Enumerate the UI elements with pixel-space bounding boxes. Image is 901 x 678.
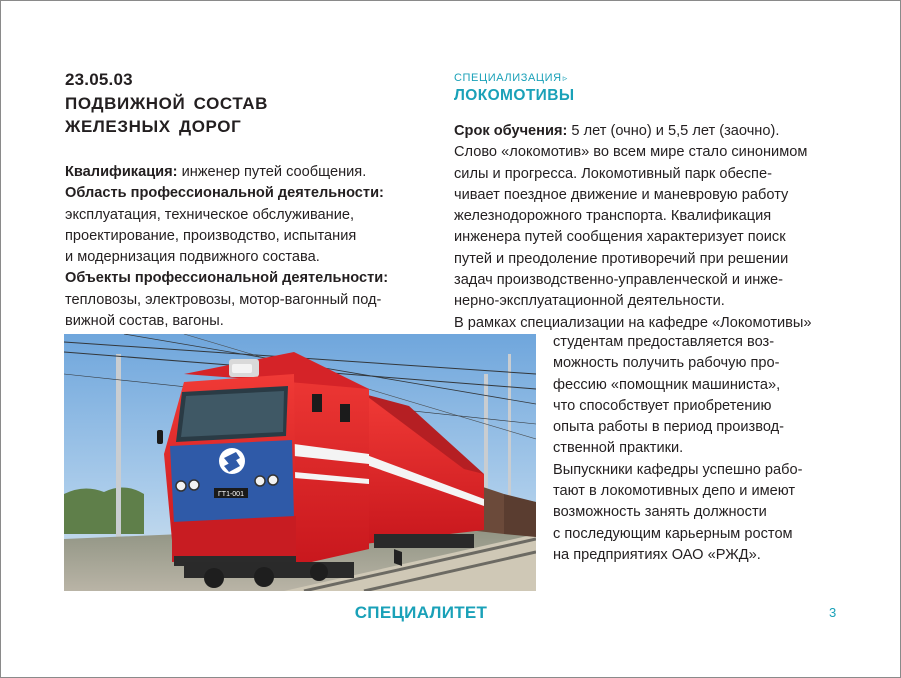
body-line: В рамках специализации на кафедре «Локомотивы» xyxy=(454,314,812,331)
body-line: Выпускники кафедры успешно рабо- xyxy=(553,461,803,478)
specialization-description-wrap xyxy=(553,332,853,566)
specialization-label: СПЕЦИАЛИЗАЦИЯ▹ xyxy=(454,72,568,84)
body-line: Слово «локомотив» во всем мире стало синонимом xyxy=(454,144,808,161)
qualification-value: инженер путей сообщения. xyxy=(177,164,367,180)
body-line: можность получить рабочую про- xyxy=(553,355,780,372)
body-line: нерно-эксплуатационной деятельности. xyxy=(454,293,725,310)
program-title xyxy=(65,92,395,138)
program-code: 23.05.03 xyxy=(65,70,133,89)
body-line: опыта работы в период производ- xyxy=(553,419,785,436)
body-line: студентам предоставляется воз- xyxy=(553,334,775,350)
specialization-description xyxy=(454,121,854,334)
body-line: тают в локомотивных депо и имеют xyxy=(553,483,796,500)
degree-level-label: СПЕЦИАЛИТЕТ xyxy=(354,603,488,622)
body-line: ственной практики. xyxy=(553,440,684,457)
body-line: инженера путей сообщения характеризует поиск xyxy=(454,229,786,246)
body-line: возможность занять должности xyxy=(553,504,767,521)
qualification-line xyxy=(65,162,435,183)
objects-line: тепловозы, электровозы, мотор-вагонный под- xyxy=(65,291,382,308)
locomotive-number: ГТ1-001 xyxy=(218,491,244,498)
duration-label: Срок обучения: xyxy=(454,123,568,139)
triangle-right-icon: ▹ xyxy=(562,73,568,83)
qualification-label: Квалификация: xyxy=(65,164,178,180)
body-line: задач производственно-управленческой и инже- xyxy=(454,272,784,289)
area-label: Область профессиональной деятельности: xyxy=(65,185,384,202)
duration-line xyxy=(454,121,854,142)
body-line: путей и преодоление противоречий при решении xyxy=(454,250,789,267)
program-description xyxy=(65,162,435,332)
body-line: на предприятиях ОАО «РЖД». xyxy=(553,546,761,563)
body-line: что способствует приобретению xyxy=(553,397,772,414)
program-title-line: ПОДВИЖНОЙ СОСТАВ xyxy=(65,94,269,113)
area-line: и модернизация подвижного состава. xyxy=(65,249,320,266)
body-line: силы и прогресса. Локомотивный парк обеспе- xyxy=(454,165,772,182)
objects-line: вижной состав, вагоны. xyxy=(65,313,224,330)
area-line: проектирование, производство, испытания xyxy=(65,227,357,244)
duration-value: 5 лет (очно) и 5,5 лет (заочно). xyxy=(567,123,780,139)
locomotive-photo xyxy=(64,334,536,591)
body-line: фессию «помощник машиниста», xyxy=(553,376,781,393)
objects-label: Объекты профессиональной деятельности: xyxy=(65,270,389,287)
program-title-line: ЖЕЛЕЗНЫХ ДОРОГ xyxy=(65,117,242,136)
body-line: чивает поездное движение и маневровую работу xyxy=(454,186,789,203)
specialization-name: ЛОКОМОТИВЫ xyxy=(454,87,575,104)
area-line: эксплуатация, техническое обслуживание, xyxy=(65,206,355,223)
page-number: 3 xyxy=(829,605,837,620)
body-line: железнодорожного транспорта. Квалификация xyxy=(454,208,772,225)
body-line: с последующим карьерным ростом xyxy=(553,525,793,542)
